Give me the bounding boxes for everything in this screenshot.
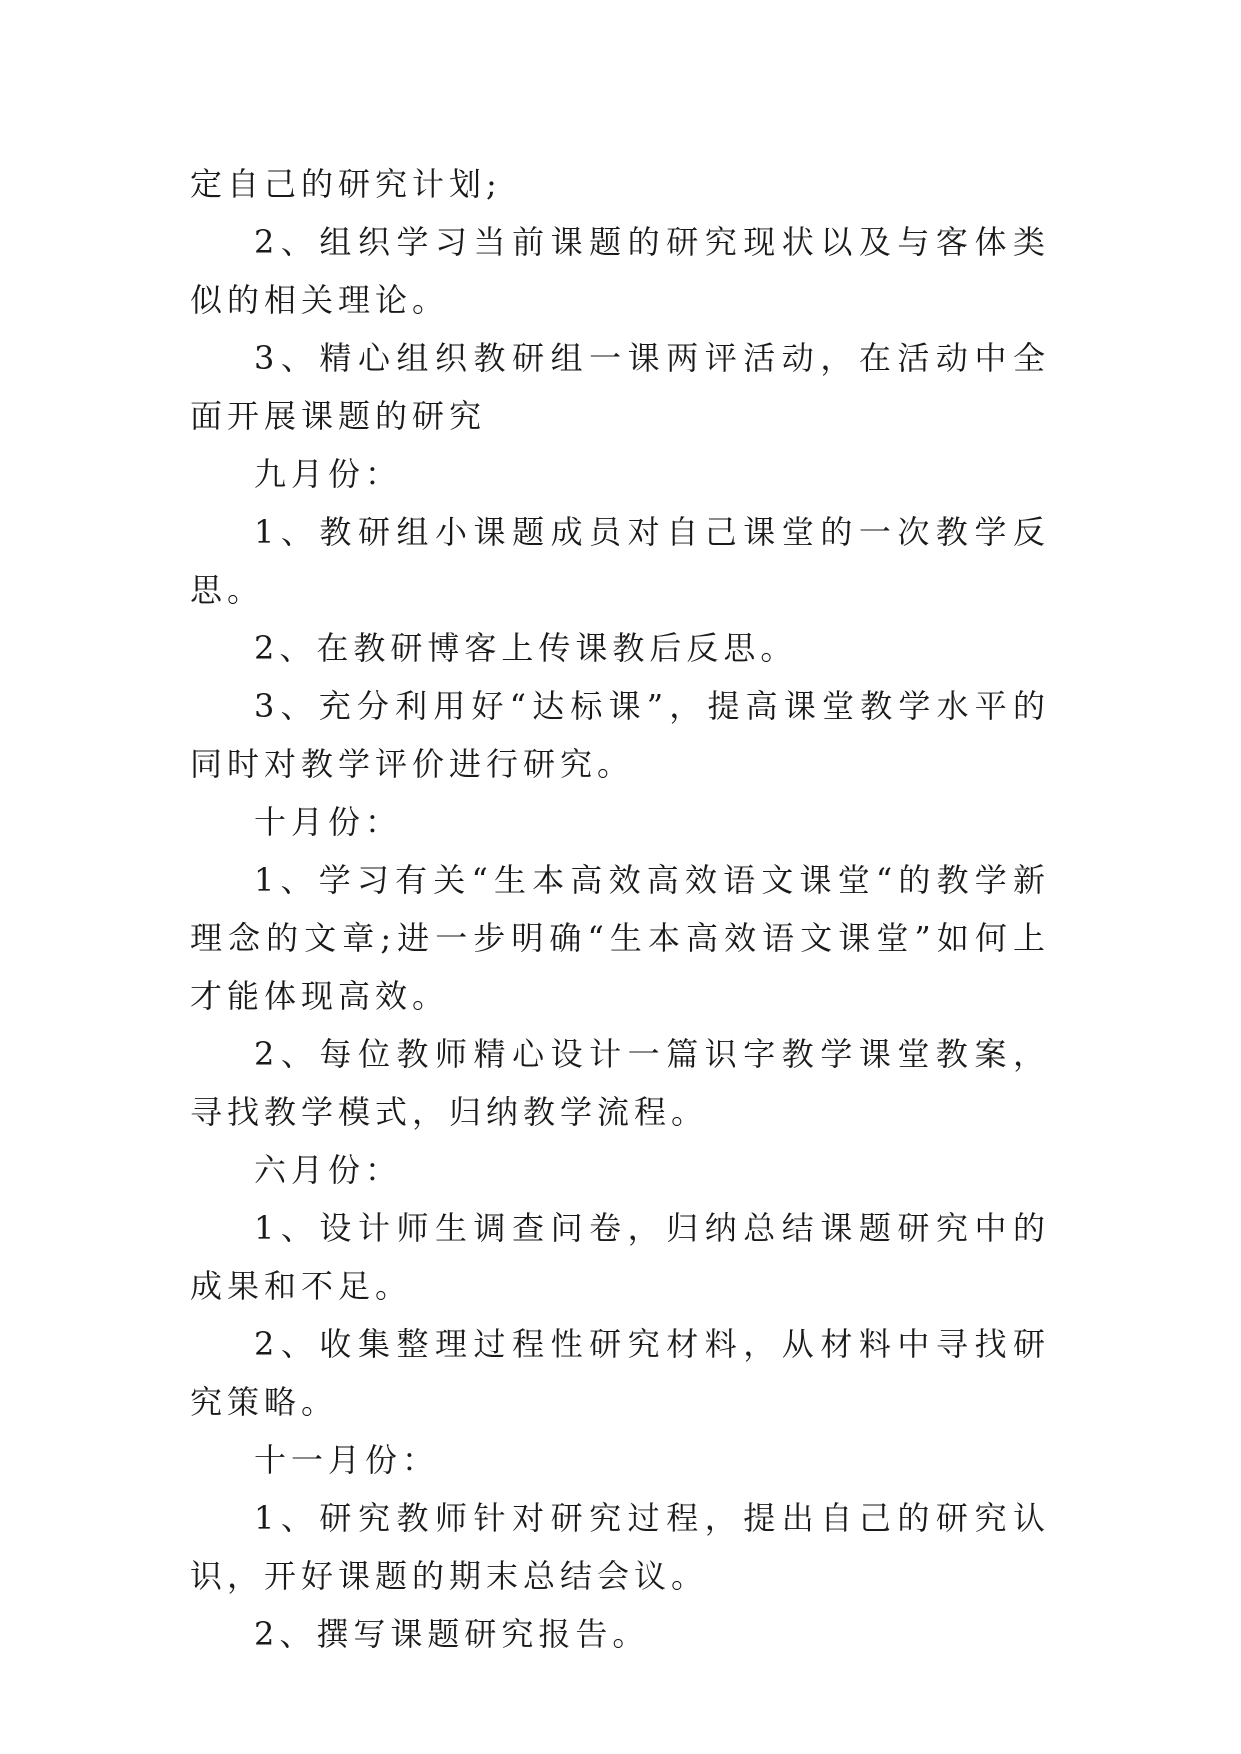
section-heading-september: 九月份： [254, 455, 403, 493]
paragraph: 定自己的研究计划; [190, 165, 502, 203]
paragraph: 1、教研组小课题成员对自己课堂的一次教学反思。 [190, 513, 1050, 609]
paragraph: 3、充分利用好“达标课”，提高课堂教学水平的同时对教学评价进行研究。 [190, 687, 1050, 783]
section-heading-october: 十月份： [254, 803, 403, 841]
paragraph: 1、研究教师针对研究过程，提出自己的研究认识，开好课题的期末总结会议。 [190, 1499, 1050, 1595]
paragraph: 2、组织学习当前课题的研究现状以及与客体类似的相关理论。 [190, 223, 1050, 319]
section-heading-november: 十一月份： [254, 1441, 440, 1479]
paragraph: 2、撰写课题研究报告。 [254, 1615, 650, 1653]
paragraph: 1、学习有关“生本高效高效语文课堂“的教学新理念的文章;进一步明确“生本高效语文课堂”如何上才能体现高效。 [190, 861, 1050, 1015]
document-body [190, 155, 1050, 1663]
paragraph: 3、精心组织教研组一课两评活动，在活动中全面开展课题的研究 [190, 339, 1050, 435]
paragraph: 1、设计师生调查问卷，归纳总结课题研究中的成果和不足。 [190, 1209, 1050, 1305]
section-heading-june: 六月份： [254, 1151, 403, 1189]
paragraph: 2、每位教师精心设计一篇识字教学课堂教案，寻找教学模式，归纳教学流程。 [190, 1035, 1050, 1131]
paragraph: 2、收集整理过程性研究材料，从材料中寻找研究策略。 [190, 1325, 1050, 1421]
paragraph: 2、在教研博客上传课教后反思。 [254, 629, 798, 667]
